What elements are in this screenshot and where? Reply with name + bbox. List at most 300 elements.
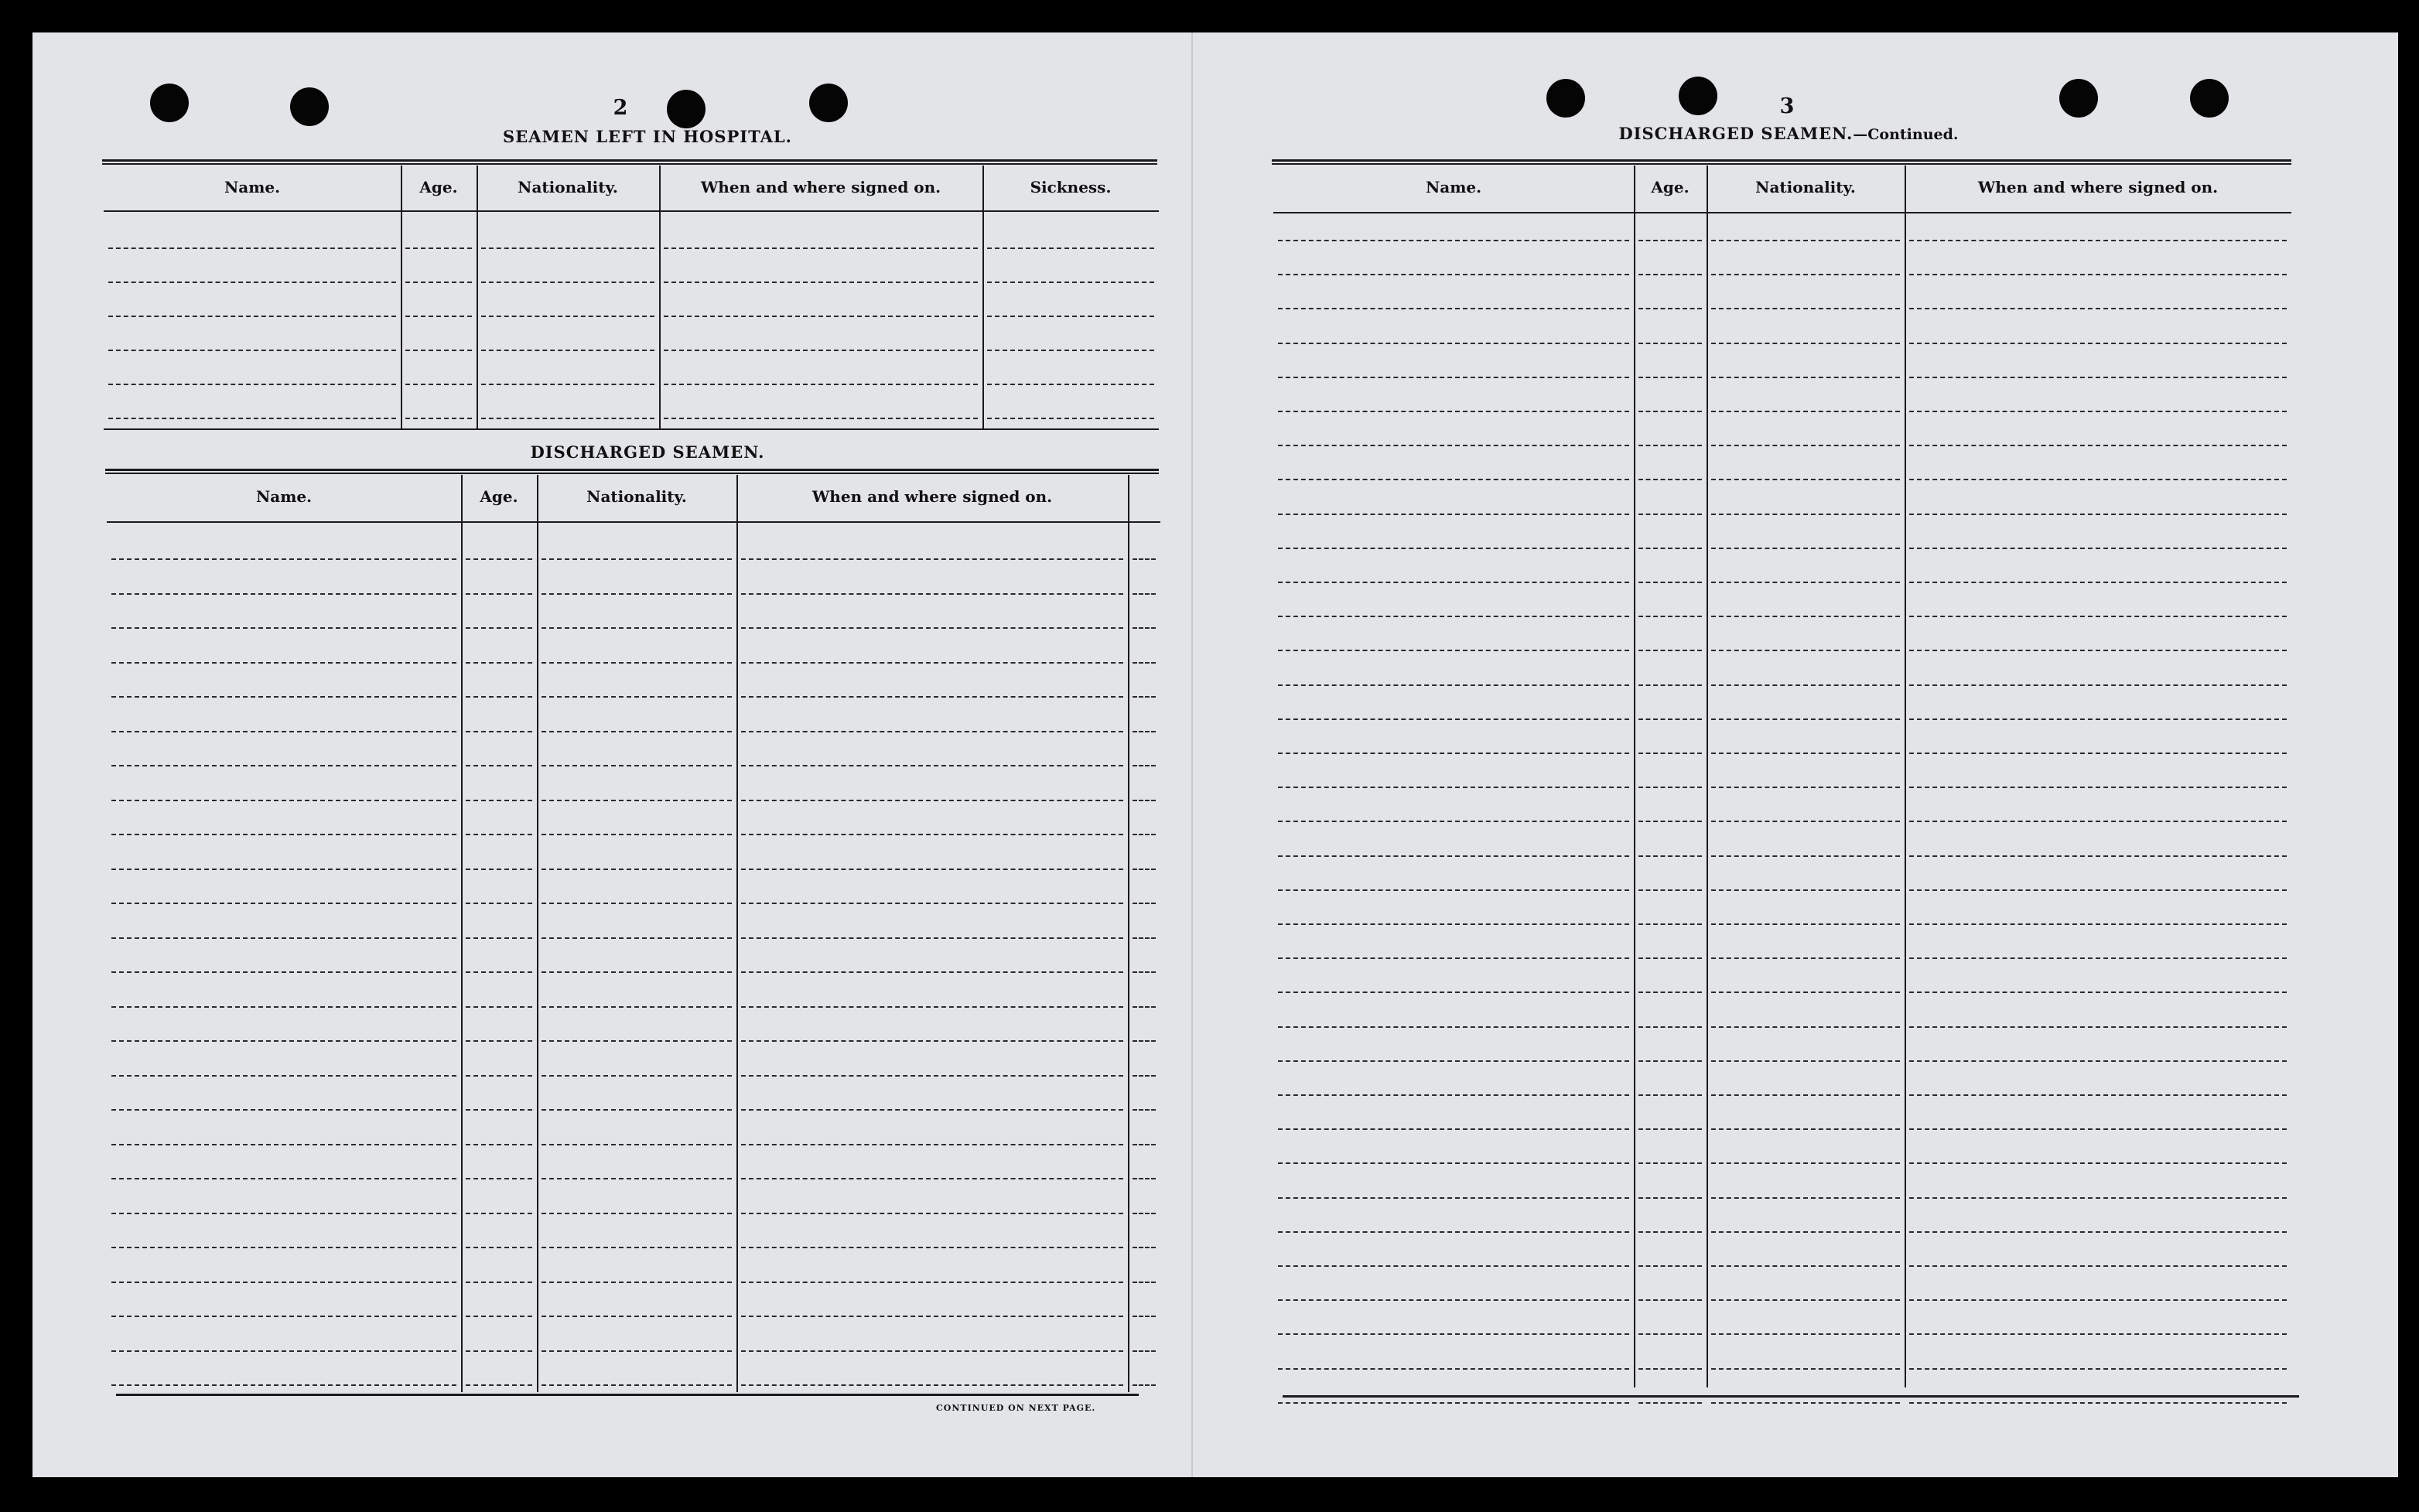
blank-entry-line[interactable] xyxy=(1638,787,1702,788)
blank-entry-line[interactable] xyxy=(1909,1368,2287,1370)
blank-entry-line[interactable] xyxy=(1909,957,2287,959)
blank-entry-line[interactable] xyxy=(111,593,456,595)
blank-entry-line[interactable] xyxy=(111,1384,456,1386)
blank-entry-line[interactable] xyxy=(741,627,1123,629)
blank-entry-line[interactable] xyxy=(1278,855,1629,857)
blank-entry-line[interactable] xyxy=(542,1109,732,1111)
blank-entry-line[interactable] xyxy=(1133,765,1156,766)
blank-entry-line[interactable] xyxy=(542,903,732,904)
blank-entry-line[interactable] xyxy=(1133,971,1156,973)
blank-entry-line[interactable] xyxy=(1278,411,1629,412)
blank-entry-line[interactable] xyxy=(1638,1094,1702,1096)
blank-entry-line[interactable] xyxy=(1909,343,2287,344)
blank-entry-line[interactable] xyxy=(481,247,654,249)
blank-entry-line[interactable] xyxy=(405,247,472,249)
blank-entry-line[interactable] xyxy=(542,558,732,560)
blank-entry-line[interactable] xyxy=(1278,1368,1629,1370)
blank-entry-line[interactable] xyxy=(1278,753,1629,754)
table-top-rule xyxy=(1272,159,2291,162)
blank-entry-line[interactable] xyxy=(1711,514,1900,515)
blank-entry-line[interactable] xyxy=(1711,1128,1900,1130)
blank-entry-line[interactable] xyxy=(1278,240,1629,241)
blank-entry-line[interactable] xyxy=(1638,923,1702,925)
blank-entry-line[interactable] xyxy=(741,1213,1123,1214)
blank-entry-line[interactable] xyxy=(466,971,532,973)
blank-entry-line[interactable] xyxy=(1278,582,1629,583)
blank-entry-line[interactable] xyxy=(481,282,654,283)
blank-entry-line[interactable] xyxy=(741,765,1123,766)
blank-entry-line[interactable] xyxy=(542,1384,732,1386)
blank-entry-line[interactable] xyxy=(741,1006,1123,1008)
blank-entry-line[interactable] xyxy=(1278,1094,1629,1096)
blank-entry-line[interactable] xyxy=(741,1316,1123,1317)
blank-entry-line[interactable] xyxy=(466,903,532,904)
blank-entry-line[interactable] xyxy=(1133,834,1156,835)
blank-entry-line[interactable] xyxy=(741,558,1123,560)
blank-entry-line[interactable] xyxy=(1278,889,1629,891)
blank-entry-line[interactable] xyxy=(542,1075,732,1077)
blank-entry-line[interactable] xyxy=(1909,308,2287,309)
blank-entry-line[interactable] xyxy=(1711,616,1900,617)
blank-entry-line[interactable] xyxy=(1909,1265,2287,1267)
blank-entry-line[interactable] xyxy=(1133,800,1156,801)
blank-entry-line[interactable] xyxy=(741,800,1123,801)
blank-entry-line[interactable] xyxy=(108,316,396,317)
blank-entry-line[interactable] xyxy=(664,247,978,249)
blank-entry-line[interactable] xyxy=(1278,377,1629,378)
blank-entry-line[interactable] xyxy=(1711,1368,1900,1370)
blank-entry-line[interactable] xyxy=(542,662,732,664)
blank-entry-line[interactable] xyxy=(1278,1060,1629,1062)
blank-entry-line[interactable] xyxy=(1711,992,1900,993)
blank-entry-line[interactable] xyxy=(1909,1094,2287,1096)
blank-entry-line[interactable] xyxy=(1909,616,2287,617)
blank-entry-line[interactable] xyxy=(1909,1402,2287,1404)
blank-entry-line[interactable] xyxy=(1909,889,2287,891)
blank-entry-line[interactable] xyxy=(741,834,1123,835)
blank-entry-line[interactable] xyxy=(111,662,456,664)
blank-entry-line[interactable] xyxy=(1711,1402,1900,1404)
blank-entry-line[interactable] xyxy=(1909,1128,2287,1130)
blank-entry-line[interactable] xyxy=(1711,411,1900,412)
blank-entry-line[interactable] xyxy=(542,1350,732,1352)
blank-entry-line[interactable] xyxy=(1909,787,2287,788)
blank-entry-line[interactable] xyxy=(405,350,472,351)
blank-entry-line[interactable] xyxy=(542,696,732,698)
blank-entry-line[interactable] xyxy=(1278,1231,1629,1233)
blank-entry-line[interactable] xyxy=(741,593,1123,595)
blank-entry-line[interactable] xyxy=(1909,445,2287,446)
blank-entry-line[interactable] xyxy=(1278,479,1629,480)
column-header: Sickness. xyxy=(1030,178,1112,196)
blank-entry-line[interactable] xyxy=(542,1144,732,1145)
blank-entry-line[interactable] xyxy=(1711,274,1900,275)
blank-entry-line[interactable] xyxy=(987,418,1154,419)
blank-entry-line[interactable] xyxy=(542,1316,732,1317)
blank-entry-line[interactable] xyxy=(1278,787,1629,788)
blank-entry-line[interactable] xyxy=(111,696,456,698)
blank-entry-line[interactable] xyxy=(481,350,654,351)
blank-entry-line[interactable] xyxy=(1278,548,1629,549)
blank-entry-line[interactable] xyxy=(1133,696,1156,698)
blank-entry-line[interactable] xyxy=(1638,821,1702,822)
blank-entry-line[interactable] xyxy=(1711,479,1900,480)
blank-entry-line[interactable] xyxy=(1909,479,2287,480)
blank-entry-line[interactable] xyxy=(1133,1109,1156,1111)
blank-entry-line[interactable] xyxy=(741,1282,1123,1283)
blank-entry-line[interactable] xyxy=(1638,1333,1702,1335)
blank-entry-line[interactable] xyxy=(542,1006,732,1008)
blank-entry-line[interactable] xyxy=(1278,514,1629,515)
blank-entry-line[interactable] xyxy=(1133,627,1156,629)
blank-entry-line[interactable] xyxy=(1133,1178,1156,1179)
blank-entry-line[interactable] xyxy=(1278,650,1629,651)
blank-entry-line[interactable] xyxy=(1909,582,2287,583)
blank-entry-line[interactable] xyxy=(1278,445,1629,446)
blank-entry-line[interactable] xyxy=(1278,1265,1629,1267)
blank-entry-line[interactable] xyxy=(542,1282,732,1283)
blank-entry-line[interactable] xyxy=(1711,377,1900,378)
blank-entry-line[interactable] xyxy=(987,316,1154,317)
blank-entry-line[interactable] xyxy=(1638,274,1702,275)
blank-entry-line[interactable] xyxy=(1711,240,1900,241)
blank-entry-line[interactable] xyxy=(111,834,456,835)
blank-entry-line[interactable] xyxy=(1638,1299,1702,1301)
blank-entry-line[interactable] xyxy=(1278,923,1629,925)
blank-entry-line[interactable] xyxy=(1711,343,1900,344)
blank-entry-line[interactable] xyxy=(405,282,472,283)
blank-entry-line[interactable] xyxy=(1638,1197,1702,1199)
blank-entry-line[interactable] xyxy=(466,1384,532,1386)
blank-entry-line[interactable] xyxy=(542,1247,732,1248)
blank-entry-line[interactable] xyxy=(987,247,1154,249)
blank-entry-line[interactable] xyxy=(1909,1333,2287,1335)
blank-entry-line[interactable] xyxy=(111,1282,456,1283)
blank-entry-line[interactable] xyxy=(1278,718,1629,720)
blank-entry-line[interactable] xyxy=(405,384,472,385)
blank-entry-line[interactable] xyxy=(1909,684,2287,686)
blank-entry-line[interactable] xyxy=(1638,1402,1702,1404)
blank-entry-line[interactable] xyxy=(664,384,978,385)
blank-entry-line[interactable] xyxy=(1638,855,1702,857)
blank-entry-line[interactable] xyxy=(1638,684,1702,686)
blank-entry-line[interactable] xyxy=(741,903,1123,904)
blank-entry-line[interactable] xyxy=(466,558,532,560)
blank-entry-line[interactable] xyxy=(1133,869,1156,870)
blank-entry-line[interactable] xyxy=(741,1350,1123,1352)
blank-entry-line[interactable] xyxy=(542,731,732,732)
blank-entry-line[interactable] xyxy=(542,869,732,870)
blank-entry-line[interactable] xyxy=(1711,1231,1900,1233)
blank-entry-line[interactable] xyxy=(1638,957,1702,959)
blank-entry-line[interactable] xyxy=(1909,240,2287,241)
blank-entry-line[interactable] xyxy=(1711,889,1900,891)
blank-entry-line[interactable] xyxy=(1278,1333,1629,1335)
blank-entry-line[interactable] xyxy=(1711,445,1900,446)
blank-entry-line[interactable] xyxy=(1133,1282,1156,1283)
blank-entry-line[interactable] xyxy=(1278,308,1629,309)
blank-entry-line[interactable] xyxy=(1638,514,1702,515)
blank-entry-line[interactable] xyxy=(741,1109,1123,1111)
blank-entry-line[interactable] xyxy=(466,800,532,801)
blank-entry-line[interactable] xyxy=(664,282,978,283)
blank-entry-line[interactable] xyxy=(1711,650,1900,651)
blank-entry-line[interactable] xyxy=(1638,753,1702,754)
blank-entry-line[interactable] xyxy=(1278,1162,1629,1164)
blank-entry-line[interactable] xyxy=(1711,308,1900,309)
blank-entry-line[interactable] xyxy=(741,731,1123,732)
blank-entry-line[interactable] xyxy=(542,800,732,801)
blank-entry-line[interactable] xyxy=(741,1144,1123,1145)
blank-entry-line[interactable] xyxy=(1638,582,1702,583)
blank-entry-line[interactable] xyxy=(108,350,396,351)
blank-entry-line[interactable] xyxy=(1638,1162,1702,1164)
blank-entry-line[interactable] xyxy=(466,696,532,698)
blank-entry-line[interactable] xyxy=(1638,548,1702,549)
blank-entry-line[interactable] xyxy=(1909,1026,2287,1028)
blank-entry-line[interactable] xyxy=(1133,903,1156,904)
blank-entry-line[interactable] xyxy=(111,1075,456,1077)
blank-entry-line[interactable] xyxy=(466,765,532,766)
blank-entry-line[interactable] xyxy=(111,800,456,801)
blank-entry-line[interactable] xyxy=(1638,992,1702,993)
blank-entry-line[interactable] xyxy=(111,1040,456,1042)
blank-entry-line[interactable] xyxy=(466,1316,532,1317)
blank-entry-line[interactable] xyxy=(1638,650,1702,651)
blank-entry-line[interactable] xyxy=(1278,1128,1629,1130)
blank-entry-line[interactable] xyxy=(542,1213,732,1214)
blank-entry-line[interactable] xyxy=(1711,1265,1900,1267)
blank-entry-line[interactable] xyxy=(1711,1333,1900,1335)
blank-entry-line[interactable] xyxy=(1638,308,1702,309)
column-divider xyxy=(537,475,538,1392)
blank-entry-line[interactable] xyxy=(111,937,456,939)
blank-entry-line[interactable] xyxy=(741,1040,1123,1042)
blank-entry-line[interactable] xyxy=(1909,855,2287,857)
blank-entry-line[interactable] xyxy=(987,350,1154,351)
blank-entry-line[interactable] xyxy=(1133,1040,1156,1042)
blank-entry-line[interactable] xyxy=(1711,684,1900,686)
blank-entry-line[interactable] xyxy=(1133,593,1156,595)
blank-entry-line[interactable] xyxy=(1278,343,1629,344)
blank-entry-line[interactable] xyxy=(542,971,732,973)
blank-entry-line[interactable] xyxy=(1133,662,1156,664)
blank-entry-line[interactable] xyxy=(1711,855,1900,857)
blank-entry-line[interactable] xyxy=(1909,753,2287,754)
blank-entry-line[interactable] xyxy=(111,558,456,560)
blank-entry-line[interactable] xyxy=(741,1178,1123,1179)
blank-entry-line[interactable] xyxy=(1638,1128,1702,1130)
blank-entry-line[interactable] xyxy=(1133,1247,1156,1248)
blank-entry-line[interactable] xyxy=(466,1350,532,1352)
blank-entry-line[interactable] xyxy=(1638,445,1702,446)
blank-entry-line[interactable] xyxy=(542,627,732,629)
blank-entry-line[interactable] xyxy=(481,316,654,317)
blank-entry-line[interactable] xyxy=(1909,377,2287,378)
blank-entry-line[interactable] xyxy=(1711,718,1900,720)
blank-entry-line[interactable] xyxy=(1133,1384,1156,1386)
blank-entry-line[interactable] xyxy=(1133,1213,1156,1214)
blank-entry-line[interactable] xyxy=(111,1178,456,1179)
blank-entry-line[interactable] xyxy=(1278,1402,1629,1404)
blank-entry-line[interactable] xyxy=(1638,1231,1702,1233)
blank-entry-line[interactable] xyxy=(405,418,472,419)
blank-entry-line[interactable] xyxy=(741,937,1123,939)
blank-entry-line[interactable] xyxy=(108,247,396,249)
blank-entry-line[interactable] xyxy=(542,834,732,835)
blank-entry-line[interactable] xyxy=(987,282,1154,283)
blank-entry-line[interactable] xyxy=(111,1213,456,1214)
blank-entry-line[interactable] xyxy=(1909,411,2287,412)
blank-entry-line[interactable] xyxy=(1711,1060,1900,1062)
blank-entry-line[interactable] xyxy=(481,384,654,385)
blank-entry-line[interactable] xyxy=(1133,937,1156,939)
blank-entry-line[interactable] xyxy=(1711,1094,1900,1096)
blank-entry-line[interactable] xyxy=(1133,1075,1156,1077)
blank-entry-line[interactable] xyxy=(1133,731,1156,732)
blank-entry-line[interactable] xyxy=(108,384,396,385)
blank-entry-line[interactable] xyxy=(1909,548,2287,549)
blank-entry-line[interactable] xyxy=(466,1075,532,1077)
blank-entry-line[interactable] xyxy=(1909,1060,2287,1062)
blank-entry-line[interactable] xyxy=(1909,821,2287,822)
blank-entry-line[interactable] xyxy=(1909,1299,2287,1301)
blank-entry-line[interactable] xyxy=(466,1144,532,1145)
blank-entry-line[interactable] xyxy=(1638,616,1702,617)
blank-entry-line[interactable] xyxy=(108,282,396,283)
blank-entry-line[interactable] xyxy=(741,662,1123,664)
blank-entry-line[interactable] xyxy=(1711,1299,1900,1301)
blank-entry-line[interactable] xyxy=(1909,1231,2287,1233)
blank-entry-line[interactable] xyxy=(1638,1265,1702,1267)
blank-entry-line[interactable] xyxy=(1638,240,1702,241)
blank-entry-line[interactable] xyxy=(1133,1144,1156,1145)
table-top-rule xyxy=(1272,163,2291,165)
blank-entry-line[interactable] xyxy=(466,627,532,629)
blank-entry-line[interactable] xyxy=(1711,923,1900,925)
blank-entry-line[interactable] xyxy=(542,937,732,939)
blank-entry-line[interactable] xyxy=(1711,1026,1900,1028)
blank-entry-line[interactable] xyxy=(1711,787,1900,788)
blank-entry-line[interactable] xyxy=(1909,274,2287,275)
blank-entry-line[interactable] xyxy=(1638,377,1702,378)
blank-entry-line[interactable] xyxy=(111,627,456,629)
blank-entry-line[interactable] xyxy=(1711,821,1900,822)
blank-entry-line[interactable] xyxy=(664,418,978,419)
blank-entry-line[interactable] xyxy=(1278,1299,1629,1301)
blank-entry-line[interactable] xyxy=(466,662,532,664)
blank-entry-line[interactable] xyxy=(1638,411,1702,412)
blank-entry-line[interactable] xyxy=(1711,957,1900,959)
blank-entry-line[interactable] xyxy=(405,316,472,317)
blank-entry-line[interactable] xyxy=(542,1040,732,1042)
blank-entry-line[interactable] xyxy=(664,316,978,317)
blank-entry-line[interactable] xyxy=(1133,1006,1156,1008)
blank-entry-line[interactable] xyxy=(111,765,456,766)
blank-entry-line[interactable] xyxy=(987,384,1154,385)
blank-entry-line[interactable] xyxy=(111,869,456,870)
blank-entry-line[interactable] xyxy=(466,731,532,732)
blank-entry-line[interactable] xyxy=(1711,1197,1900,1199)
blank-entry-line[interactable] xyxy=(1278,1197,1629,1199)
blank-entry-line[interactable] xyxy=(1909,718,2287,720)
blank-entry-line[interactable] xyxy=(664,350,978,351)
blank-entry-line[interactable] xyxy=(741,696,1123,698)
blank-entry-line[interactable] xyxy=(1278,274,1629,275)
blank-entry-line[interactable] xyxy=(466,1213,532,1214)
blank-entry-line[interactable] xyxy=(1278,684,1629,686)
blank-entry-line[interactable] xyxy=(466,937,532,939)
blank-entry-line[interactable] xyxy=(111,1350,456,1352)
blank-entry-line[interactable] xyxy=(741,1384,1123,1386)
blank-entry-line[interactable] xyxy=(466,1247,532,1248)
blank-entry-line[interactable] xyxy=(1133,1350,1156,1352)
blank-entry-line[interactable] xyxy=(1638,343,1702,344)
blank-entry-line[interactable] xyxy=(466,1178,532,1179)
blank-entry-line[interactable] xyxy=(1278,1026,1629,1028)
blank-entry-line[interactable] xyxy=(1711,582,1900,583)
blank-entry-line[interactable] xyxy=(1909,514,2287,515)
blank-entry-line[interactable] xyxy=(466,834,532,835)
blank-entry-line[interactable] xyxy=(111,1144,456,1145)
blank-entry-line[interactable] xyxy=(466,1109,532,1111)
blank-entry-line[interactable] xyxy=(1278,957,1629,959)
header-rule xyxy=(1273,212,2291,213)
blank-entry-line[interactable] xyxy=(466,869,532,870)
blank-entry-line[interactable] xyxy=(111,731,456,732)
blank-entry-line[interactable] xyxy=(466,1282,532,1283)
blank-entry-line[interactable] xyxy=(741,869,1123,870)
blank-entry-line[interactable] xyxy=(1638,718,1702,720)
blank-entry-line[interactable] xyxy=(1909,1162,2287,1164)
blank-entry-line[interactable] xyxy=(111,1006,456,1008)
blank-entry-line[interactable] xyxy=(542,765,732,766)
blank-entry-line[interactable] xyxy=(1909,650,2287,651)
blank-entry-line[interactable] xyxy=(111,1109,456,1111)
blank-entry-line[interactable] xyxy=(481,418,654,419)
blank-entry-line[interactable] xyxy=(466,593,532,595)
blank-entry-line[interactable] xyxy=(1133,1316,1156,1317)
blank-entry-line[interactable] xyxy=(1638,1060,1702,1062)
blank-entry-line[interactable] xyxy=(1638,889,1702,891)
blank-entry-line[interactable] xyxy=(111,1316,456,1317)
blank-entry-line[interactable] xyxy=(466,1040,532,1042)
blank-entry-line[interactable] xyxy=(1711,1162,1900,1164)
blank-entry-line[interactable] xyxy=(1638,1026,1702,1028)
blank-entry-line[interactable] xyxy=(741,1075,1123,1077)
blank-entry-line[interactable] xyxy=(1638,1368,1702,1370)
blank-entry-line[interactable] xyxy=(111,903,456,904)
blank-entry-line[interactable] xyxy=(466,1006,532,1008)
blank-entry-line[interactable] xyxy=(542,1178,732,1179)
blank-entry-line[interactable] xyxy=(1133,558,1156,560)
blank-entry-line[interactable] xyxy=(1909,1197,2287,1199)
blank-entry-line[interactable] xyxy=(108,418,396,419)
blank-entry-line[interactable] xyxy=(1909,923,2287,925)
blank-entry-line[interactable] xyxy=(741,1247,1123,1248)
blank-entry-line[interactable] xyxy=(1278,616,1629,617)
blank-entry-line[interactable] xyxy=(1638,479,1702,480)
blank-entry-line[interactable] xyxy=(1711,548,1900,549)
blank-entry-line[interactable] xyxy=(1278,992,1629,993)
blank-entry-line[interactable] xyxy=(741,971,1123,973)
blank-entry-line[interactable] xyxy=(542,593,732,595)
blank-entry-line[interactable] xyxy=(111,971,456,973)
blank-entry-line[interactable] xyxy=(1711,753,1900,754)
blank-entry-line[interactable] xyxy=(1278,821,1629,822)
blank-entry-line[interactable] xyxy=(111,1247,456,1248)
blank-entry-line[interactable] xyxy=(1909,992,2287,993)
